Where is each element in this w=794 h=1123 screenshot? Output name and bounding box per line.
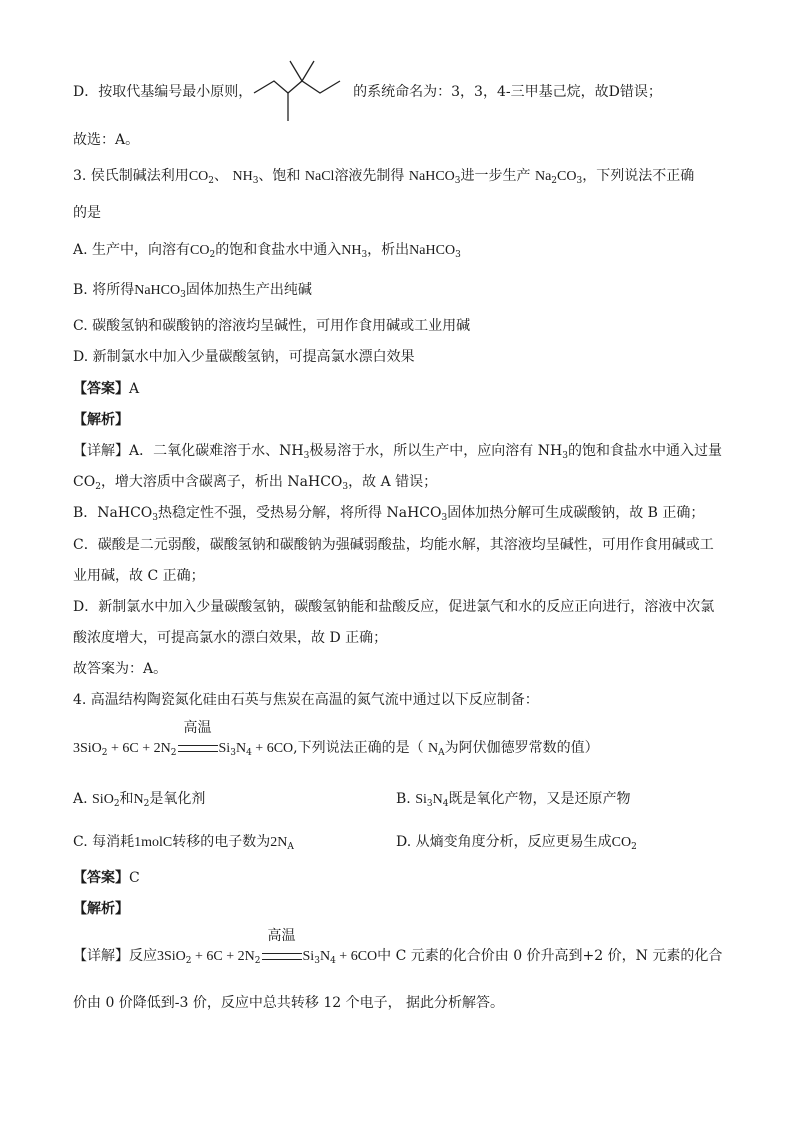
q4-equation-line: $3SiO_2 + 6C + 2N_2$ 高温 $Si_3N_4 + 6CO$,下列说法正确的是（ $N_A$为阿伏伽德罗常数的值） [73,721,599,758]
option-d-prefix: D．按取代基编号最小原则， [73,84,253,100]
q3-option-b: B. 将所得NaHCO$_3$固体加热生产出纯碱 [73,282,312,300]
q3-option-d: D. 新制氯水中加入少量碳酸氢钠，可提高氯水漂白效果 [73,349,415,365]
q3-detail-1: 【详解】A．二氧化碳难溶于水、$NH_3$极易溶于水，所以生产中，应向溶有 $NH_3$的饱和食盐水中通入过量 [73,443,722,461]
option-d-suffix: 的系统命名为：3，3，4-三甲基己烷，故D错误； [353,84,662,100]
q3-conclusion: 故答案为：A。 [73,661,168,677]
q3-option-c: C. 碳酸氢钠和碳酸钠的溶液均呈碱性，可用作食用碱或工业用碱 [73,318,471,334]
equation-left: 3SiO [73,741,102,756]
q3-detail-3: B．NaHCO$_3$热稳定性不强，受热易分解，将所得 NaHCO$_3$固体加热分解可生成碳酸钠，故 B 正确； [73,505,705,523]
q3-detail-7: 酸浓度增大，可提高氯水的漂白效果，故 D 正确； [73,630,388,646]
skeletal-structure-trimethylhexane [250,55,346,125]
q3-analysis-label: 【解析】 [73,412,129,428]
q4-answer [73,868,140,888]
reaction-arrow: 高温 [261,947,303,967]
answer-value: C [129,870,140,886]
q4-option-a: A. SiO$_2$和$N_2$是氧化剂 [73,791,206,809]
q3-detail-6: D．新制氯水中加入少量碳酸氢钠，碳酸氢钠能和盐酸反应，促进氯气和水的反应正向进行，溶液中次氯 [73,599,715,615]
q4-detail-2: 价由 0 价降低到-3 价，反应中总共转移 12 个电子， 据此分析解答。 [73,995,505,1011]
q3-stem-line1: 3. 侯氏制碱法利用$CO_2$、 $NH_3$、饱和 NaCl溶液先制得 NaHCO$_3$进一步生产 $Na_2CO_3$，下列说法不正确 [73,168,695,186]
choose-answer: 故选：A。 [73,132,140,148]
answer-label: 【答案】 [73,870,129,886]
q3-answer [73,379,139,399]
q4-option-b: B. $Si_3N_4$既是氧化产物，又是还原产物 [396,791,631,809]
q3-stem-line2: 的是 [73,205,101,221]
answer-label: 【答案】 [73,381,129,397]
reaction-arrow [177,721,219,759]
q3-option-a: A. 生产中，向溶有$CO_2$的饱和食盐水中通入$NH_3$，析出NaHCO$_3$ [73,242,461,260]
answer-value: A [129,381,140,397]
q4-stem-line1: 4. 高温结构陶瓷氮化硅由石英与焦炭在高温的氮气流中通过以下反应制备： [73,692,539,708]
q3-detail-2: $CO_2$，增大溶质中含碳离子，析出 NaHCO$_3$，故 A 错误； [73,474,438,492]
q4-analysis-label: 【解析】 [73,901,129,917]
q3-detail-4: C．碳酸是二元弱酸，碳酸氢钠和碳酸钠为强碱弱酸盐，均能水解，其溶液均呈碱性，可用作食用碱或工 [73,537,714,553]
prev-option-d [73,82,662,102]
q4-option-c: C. 每消耗1molC转移的电子数为$2N_A$ [73,834,294,852]
reaction-condition: 高温 [183,721,212,736]
q4-option-d: D. 从熵变角度分析，反应更易生成$CO_2$ [396,834,637,852]
q4-detail-1: 【详解】反应$3SiO_2 + 6C + 2N_2$ 高温 $Si_3N_4 + 6CO$中 C 元素的化合价由 0 价升高到+2 价，N 元素的化合 [73,929,723,966]
q3-detail-5: 业用碱，故 C 正确； [73,568,205,584]
